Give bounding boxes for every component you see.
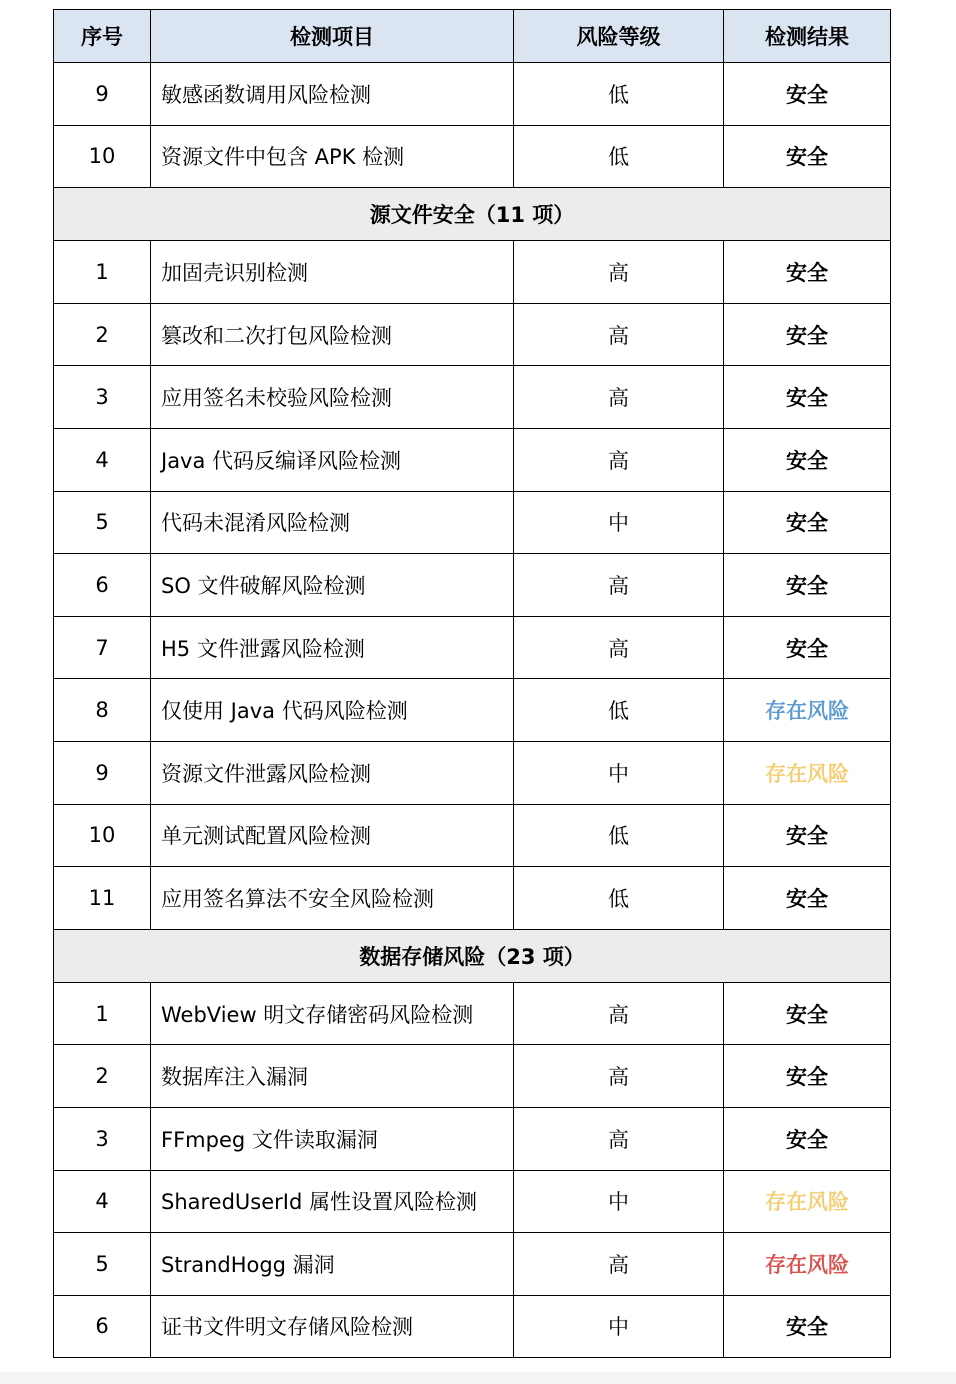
row-result: 安全 bbox=[724, 1107, 891, 1170]
row-index: 6 bbox=[54, 1295, 151, 1358]
row-item-name: H5 文件泄露风险检测 bbox=[151, 616, 514, 679]
header-index: 序号 bbox=[54, 10, 151, 63]
row-index: 10 bbox=[54, 125, 151, 188]
row-index: 1 bbox=[54, 241, 151, 304]
row-result: 存在风险 bbox=[724, 1233, 891, 1296]
table-row bbox=[54, 982, 891, 1045]
row-risk-level: 高 bbox=[514, 303, 724, 366]
header-level: 风险等级 bbox=[514, 10, 724, 63]
row-item-name: 应用签名未校验风险检测 bbox=[151, 366, 514, 429]
row-risk-level: 高 bbox=[514, 241, 724, 304]
row-result: 安全 bbox=[724, 1295, 891, 1358]
row-item-name: 单元测试配置风险检测 bbox=[151, 804, 514, 867]
row-item-name: 代码未混淆风险检测 bbox=[151, 491, 514, 554]
row-result: 存在风险 bbox=[724, 679, 891, 742]
row-index: 9 bbox=[54, 741, 151, 804]
row-index: 8 bbox=[54, 679, 151, 742]
row-item-name: 应用签名算法不安全风险检测 bbox=[151, 867, 514, 930]
section-row bbox=[54, 929, 891, 982]
row-result: 安全 bbox=[724, 616, 891, 679]
row-risk-level: 高 bbox=[514, 1233, 724, 1296]
section-row bbox=[54, 188, 891, 241]
section-title: 源文件安全（11 项） bbox=[54, 188, 891, 241]
row-item-name: 证书文件明文存储风险检测 bbox=[151, 1295, 514, 1358]
row-item-name: Java 代码反编译风险检测 bbox=[151, 428, 514, 491]
row-index: 1 bbox=[54, 982, 151, 1045]
row-risk-level: 低 bbox=[514, 63, 724, 126]
row-result: 存在风险 bbox=[724, 1170, 891, 1233]
row-risk-level: 低 bbox=[514, 679, 724, 742]
row-result: 存在风险 bbox=[724, 741, 891, 804]
row-index: 6 bbox=[54, 554, 151, 617]
row-result: 安全 bbox=[724, 554, 891, 617]
table-row bbox=[54, 125, 891, 188]
header-row bbox=[54, 10, 891, 63]
table-header bbox=[54, 10, 891, 63]
row-result: 安全 bbox=[724, 1045, 891, 1108]
table-row bbox=[54, 1170, 891, 1233]
table-row bbox=[54, 241, 891, 304]
section-title: 数据存储风险（23 项） bbox=[54, 929, 891, 982]
row-index: 4 bbox=[54, 1170, 151, 1233]
row-item-name: 仅使用 Java 代码风险检测 bbox=[151, 679, 514, 742]
row-index: 9 bbox=[54, 63, 151, 126]
row-risk-level: 高 bbox=[514, 1045, 724, 1108]
row-item-name: 篡改和二次打包风险检测 bbox=[151, 303, 514, 366]
row-index: 7 bbox=[54, 616, 151, 679]
row-index: 3 bbox=[54, 1107, 151, 1170]
row-risk-level: 高 bbox=[514, 366, 724, 429]
security-check-table bbox=[53, 9, 891, 1358]
row-item-name: 敏感函数调用风险检测 bbox=[151, 63, 514, 126]
row-item-name: 数据库注入漏洞 bbox=[151, 1045, 514, 1108]
row-risk-level: 低 bbox=[514, 867, 724, 930]
row-risk-level: 高 bbox=[514, 1107, 724, 1170]
row-result: 安全 bbox=[724, 125, 891, 188]
row-result: 安全 bbox=[724, 241, 891, 304]
table-row bbox=[54, 491, 891, 554]
row-result: 安全 bbox=[724, 428, 891, 491]
row-risk-level: 中 bbox=[514, 491, 724, 554]
table-row bbox=[54, 741, 891, 804]
header-item: 检测项目 bbox=[151, 10, 514, 63]
row-result: 安全 bbox=[724, 63, 891, 126]
row-index: 5 bbox=[54, 491, 151, 554]
table-row bbox=[54, 1045, 891, 1108]
row-risk-level: 中 bbox=[514, 1295, 724, 1358]
row-risk-level: 低 bbox=[514, 125, 724, 188]
row-item-name: 资源文件中包含 APK 检测 bbox=[151, 125, 514, 188]
table-row bbox=[54, 1233, 891, 1296]
row-result: 安全 bbox=[724, 804, 891, 867]
page-bottom-strip bbox=[0, 1372, 956, 1384]
row-risk-level: 中 bbox=[514, 741, 724, 804]
table-row bbox=[54, 63, 891, 126]
row-item-name: 资源文件泄露风险检测 bbox=[151, 741, 514, 804]
header-result: 检测结果 bbox=[724, 10, 891, 63]
row-item-name: WebView 明文存储密码风险检测 bbox=[151, 982, 514, 1045]
row-index: 5 bbox=[54, 1233, 151, 1296]
row-risk-level: 中 bbox=[514, 1170, 724, 1233]
row-index: 11 bbox=[54, 867, 151, 930]
row-item-name: SO 文件破解风险检测 bbox=[151, 554, 514, 617]
row-result: 安全 bbox=[724, 982, 891, 1045]
row-item-name: StrandHogg 漏洞 bbox=[151, 1233, 514, 1296]
table-row bbox=[54, 428, 891, 491]
table-row bbox=[54, 554, 891, 617]
row-item-name: 加固壳识别检测 bbox=[151, 241, 514, 304]
row-risk-level: 低 bbox=[514, 804, 724, 867]
table-row bbox=[54, 616, 891, 679]
table-body bbox=[54, 63, 891, 1358]
row-item-name: FFmpeg 文件读取漏洞 bbox=[151, 1107, 514, 1170]
table-row bbox=[54, 679, 891, 742]
report-sheet bbox=[53, 9, 890, 1358]
row-index: 3 bbox=[54, 366, 151, 429]
row-risk-level: 高 bbox=[514, 982, 724, 1045]
table-row bbox=[54, 1295, 891, 1358]
row-result: 安全 bbox=[724, 867, 891, 930]
table-row bbox=[54, 366, 891, 429]
table-row bbox=[54, 804, 891, 867]
row-result: 安全 bbox=[724, 491, 891, 554]
table-row bbox=[54, 303, 891, 366]
row-index: 10 bbox=[54, 804, 151, 867]
row-risk-level: 高 bbox=[514, 428, 724, 491]
table-row bbox=[54, 867, 891, 930]
row-risk-level: 高 bbox=[514, 554, 724, 617]
row-risk-level: 高 bbox=[514, 616, 724, 679]
row-index: 2 bbox=[54, 303, 151, 366]
row-index: 4 bbox=[54, 428, 151, 491]
row-result: 安全 bbox=[724, 366, 891, 429]
table-row bbox=[54, 1107, 891, 1170]
row-item-name: SharedUserId 属性设置风险检测 bbox=[151, 1170, 514, 1233]
row-result: 安全 bbox=[724, 303, 891, 366]
row-index: 2 bbox=[54, 1045, 151, 1108]
